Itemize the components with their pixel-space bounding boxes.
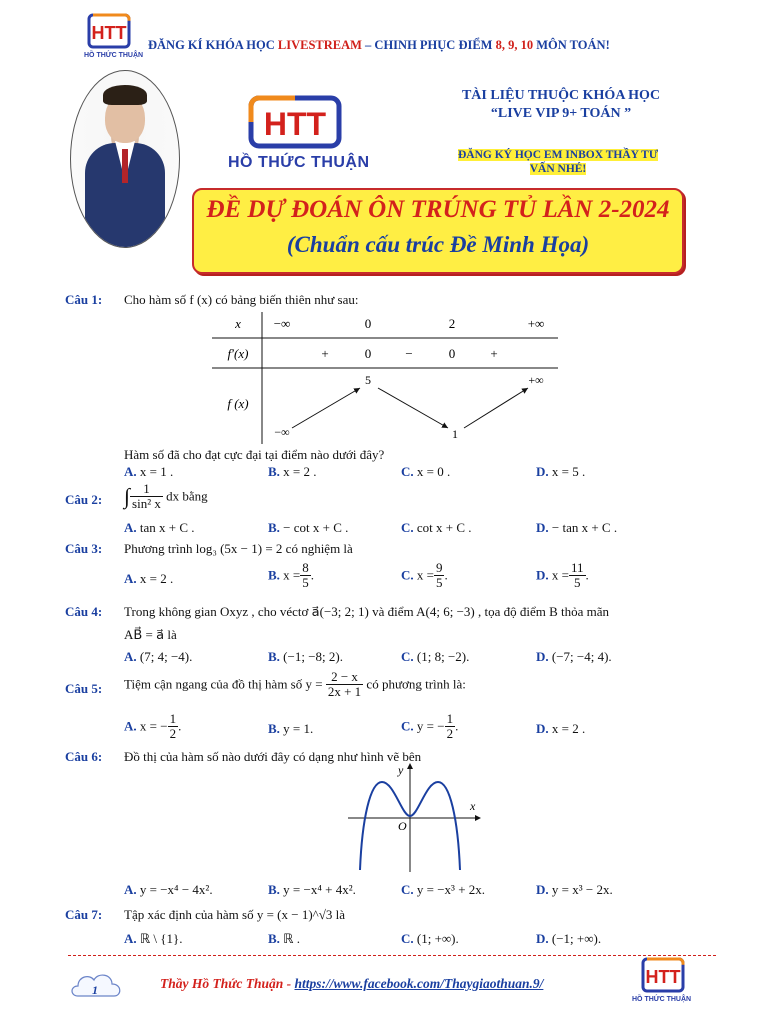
table-fp-val: 0 [364,346,372,361]
svg-text:HTT: HTT [263,106,327,142]
q1-option-b[interactable]: B. x = 2 . [268,464,317,479]
page-number-cloud-icon [68,968,124,1004]
svg-text:HTT: HTT [91,23,127,43]
q3-option-d[interactable]: D. x = $\frac{11}{5}$ . [536,560,589,590]
q1-option-d[interactable]: D. x = 5 . [536,464,586,479]
q6-option-d[interactable]: D. y = x³ − 2x. [536,882,613,897]
q2-text: ∫ $\frac{1}{\text{sin² x}}$ dx bằng [124,481,208,511]
table-fp-val: + [490,346,498,361]
course-line-1: TÀI LIỆU THUỘC KHÓA HỌC [461,88,661,103]
q5-option-a[interactable]: A. x = − $\frac{1}{2}$ . [124,711,182,741]
table-fp-val: − [405,346,413,361]
footer-credit: Thầy Hồ Thức Thuận - https://www.facebook.com/Thaygiaothuan.9/ [160,976,544,991]
svg-text:HTT: HTT [645,967,681,987]
q6-text: Đồ thị của hàm số nào dưới đây có dạng như hình vẽ bên [124,749,422,764]
q1-text: Cho hàm số f (x) có bảng biến thiên như sau: [124,292,359,307]
q2-option-d[interactable]: D. − tan x + C . [536,520,618,535]
table-f-val: −∞ [274,425,290,439]
q4-text: Trong không gian Oxyz , cho véctơ a⃗(−3; 2; 1) và điểm A(4; 6; −3) , tọa độ điểm B thỏa mãn [124,604,610,619]
svg-text:1: 1 [92,983,98,997]
q4-text-2: AB⃗ = a⃗ là [124,627,177,642]
exam-title: ĐỀ DỰ ĐOÁN ÔN TRÚNG TỦ LẦN 2-2024 [206,196,670,223]
banner-text: ĐĂNG KÍ KHÓA HỌC LIVESTREAM – CHINH PHỤC ĐIỂM 8, 9, 10 MÔN TOÁN! [148,38,610,52]
q7-option-c[interactable]: C. (1; +∞). [401,931,459,946]
q7-option-d[interactable]: D. (−1; +∞). [536,931,602,946]
q6-option-b[interactable]: B. y = −x⁴ + 4x². [268,882,356,897]
q7-option-a[interactable]: A. ℝ \ {1}. [124,931,183,946]
table-f-val: +∞ [528,373,544,387]
htt-logo-icon [86,12,132,52]
table-x-label: x [235,316,241,331]
q3-option-c[interactable]: C. x = $\frac{9}{5}$ . [401,560,448,590]
q7-text: Tập xác định của hàm số y = (x − 1)^√3 là [124,907,346,922]
y-axis-label: y [398,763,404,777]
table-fp-val: 0 [448,346,456,361]
q5-option-d[interactable]: D. x = 2 . [536,721,586,736]
table-x-val: +∞ [527,316,545,331]
q2-option-a[interactable]: A. tan x + C . [124,520,195,535]
table-fp-label: f′(x) [227,346,249,361]
course-line-2: “LIVE VIP 9+ TOÁN ” [490,106,632,121]
q1-option-c[interactable]: C. x = 0 . [401,464,451,479]
q5-label: Câu 5: [65,681,103,696]
x-axis-label: x [470,799,476,813]
htt-logo-footer-icon [640,956,686,996]
variation-table [212,312,558,444]
brand-name: HỒ THỨC THUẬN [228,154,370,171]
table-x-val: 2 [448,316,456,331]
facebook-link[interactable]: https://www.facebook.com/Thaygiaothuan.9/ [294,976,544,991]
htt-logo-large-icon [245,92,345,152]
teacher-photo [70,70,180,248]
q7-option-b[interactable]: B. ℝ . [268,931,300,946]
q1-question: Hàm số đã cho đạt cực đại tại điểm nào dưới đây? [124,447,385,462]
q5-option-c[interactable]: C. y = − $\frac{1}{2}$ . [401,711,459,741]
table-x-val: 0 [364,316,372,331]
q5-text: Tiệm cận ngang của đồ thị hàm số y = $\frac{2 - x}{2x + 1}$ có phương trình là: [124,669,466,699]
q2-label: Câu 2: [65,492,103,507]
footer-divider [68,955,716,956]
brand-small: HỒ THỨC THUẬN [84,52,144,59]
q2-option-c[interactable]: C. cot x + C . [401,520,472,535]
q6-option-c[interactable]: C. y = −x³ + 2x. [401,882,486,897]
q3-option-b[interactable]: B. x = $\frac{8}{5}$ . [268,560,315,590]
q6-option-a[interactable]: A. y = −x⁴ − 4x². [124,882,213,897]
table-f-val: 5 [365,373,371,387]
q4-option-b[interactable]: B. (−1; −8; 2). [268,649,343,664]
table-x-val: −∞ [273,316,291,331]
q6-label: Câu 6: [65,749,103,764]
q7-label: Câu 7: [65,907,103,922]
q3-option-a[interactable]: A. x = 2 . [124,571,174,586]
table-fp-val: + [321,346,329,361]
q4-label: Câu 4: [65,604,103,619]
q5-option-b[interactable]: B. y = 1. [268,721,314,736]
table-f-label: f (x) [227,396,249,411]
q1-label: Câu 1: [65,292,103,307]
q1-option-a[interactable]: A. x = 1 . [124,464,174,479]
q4-option-c[interactable]: C. (1; 8; −2). [401,649,470,664]
brand-footer: HỒ THỨC THUẬN [632,996,692,1003]
function-graph [346,760,486,874]
exam-subtitle: (Chuẩn cấu trúc Đề Minh Họa) [286,232,590,257]
promo-note: ĐĂNG KÝ HỌC EM INBOX THẦY TƯ VẤN NHÉ! [458,149,658,175]
q4-option-d[interactable]: D. (−7; −4; 4). [536,649,612,664]
q3-label: Câu 3: [65,541,103,556]
q2-option-b[interactable]: B. − cot x + C . [268,520,349,535]
table-f-val: 1 [452,427,458,441]
q4-option-a[interactable]: A. (7; 4; −4). [124,649,193,664]
origin-label: O [398,819,407,833]
q3-text: Phương trình log₃ (5x − 1) = 2 có nghiệm là [124,541,353,556]
